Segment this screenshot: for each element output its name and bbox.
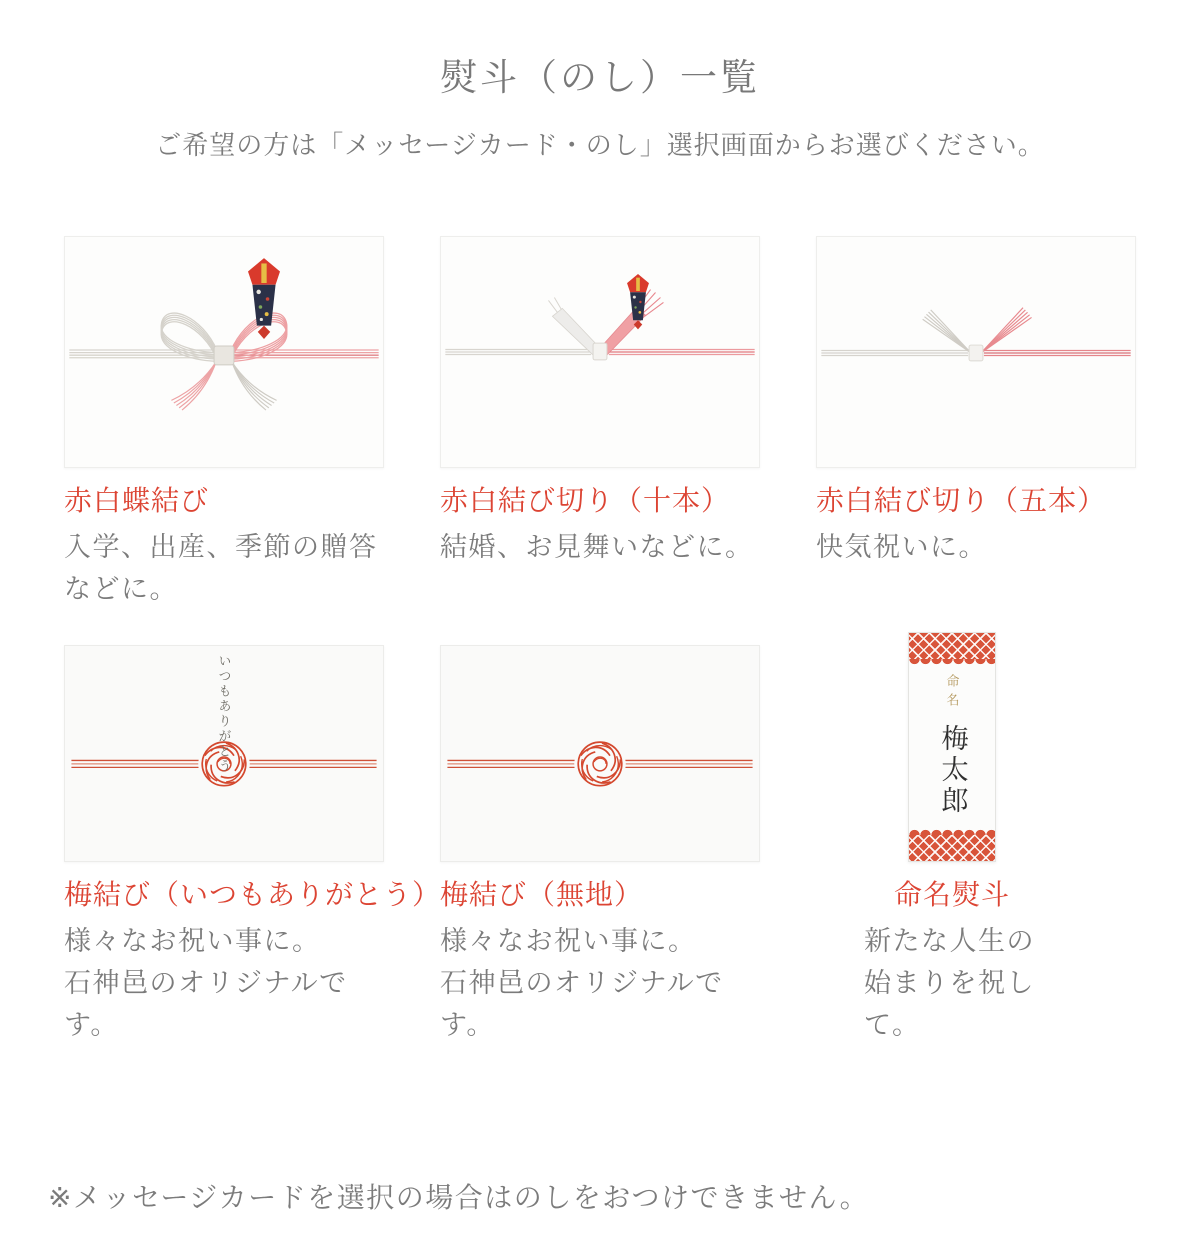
noshi-image-wrap (440, 236, 760, 468)
noshi-label: 命名熨斗 (893, 879, 1010, 910)
tag-diamond-pattern-band-bottom (909, 835, 995, 861)
desc-line: 石神邑のオリジナルです。 (64, 968, 348, 1040)
desc-line: 快気祝いに。 (816, 532, 987, 562)
desc-line: 石神邑のオリジナルです。 (440, 968, 724, 1040)
noshi-label: 梅結び（無地） (440, 879, 644, 910)
noshi-list-page (0, 56, 1200, 1256)
noshi-description (816, 526, 1136, 568)
noshi-card-knot-cut-five (816, 236, 1136, 568)
noshi-image-wrap (816, 632, 1088, 862)
desc-line: などに。 (64, 574, 178, 604)
noshi-label: 梅結び（いつもありがとう） (64, 879, 442, 910)
page-subtitle: ご希望の方は「メッセージカード・のし」選択画面からお選びください。 (155, 130, 1045, 160)
mizuhiki-knot-cut-icon (441, 237, 759, 467)
plum-knot-envelope-image (64, 645, 384, 862)
noshi-card-meimei (816, 632, 1088, 1046)
noshi-description (440, 526, 760, 568)
noshi-card-plum-plain (440, 632, 760, 1046)
tag-heading-vertical: 命名 (944, 674, 960, 712)
page-title: 熨斗（のし）一覧 (440, 57, 760, 98)
noshi-description (816, 920, 1088, 1046)
page-footnote: ※メッセージカードを選択の場合はのしをおつけできません。 (48, 1182, 870, 1213)
desc-line: 様々なお祝い事に。 (440, 926, 697, 956)
envelope-vertical-message: いつもありがとう (216, 654, 232, 774)
noshi-label: 赤白蝶結び (64, 485, 210, 516)
desc-line: 入学、出産、季節の贈答 (64, 532, 378, 562)
tag-diamond-pattern-band-top (909, 633, 995, 659)
desc-line: 様々なお祝い事に。 (64, 926, 321, 956)
noshi-description (440, 920, 760, 1046)
desc-line: 始まりを祝して。 (864, 968, 1035, 1040)
noshi-label: 赤白結び切り（十本） (440, 485, 731, 516)
tag-scallop-edge (909, 659, 995, 666)
mizuhiki-butterfly-knot-icon (65, 237, 383, 467)
noshi-image-wrap (816, 236, 1136, 468)
naming-noshi-tag-image (908, 632, 996, 862)
tag-body (909, 666, 995, 828)
noshi-ornament-icon (248, 258, 280, 340)
knot-cut-five-envelope-image (816, 236, 1136, 468)
noshi-description (64, 920, 384, 1046)
desc-line: 新たな人生の (864, 926, 1035, 956)
tag-name-vertical: 梅太郎 (937, 724, 968, 817)
noshi-card-knot-cut-ten (440, 236, 760, 568)
plum-knot-icon (441, 646, 759, 861)
plum-knot-plain-envelope-image (440, 645, 760, 862)
noshi-ornament-icon (627, 274, 649, 330)
noshi-image-wrap (64, 236, 384, 468)
desc-line: 結婚、お見舞いなどに。 (440, 532, 754, 562)
noshi-description (64, 526, 384, 610)
tag-scallop-edge (909, 828, 995, 835)
noshi-row-1 (0, 236, 1200, 610)
noshi-card-butterfly-knot (64, 236, 384, 610)
knot-cut-ten-envelope-image (440, 236, 760, 468)
noshi-row-2 (0, 632, 1200, 1046)
noshi-label: 赤白結び切り（五本） (816, 485, 1107, 516)
mizuhiki-knot-cut-five-icon (817, 237, 1135, 467)
noshi-image-wrap (440, 632, 760, 862)
noshi-card-plum-arigatou (64, 632, 442, 1046)
butterfly-knot-envelope-image (64, 236, 384, 468)
noshi-image-wrap (64, 632, 384, 862)
